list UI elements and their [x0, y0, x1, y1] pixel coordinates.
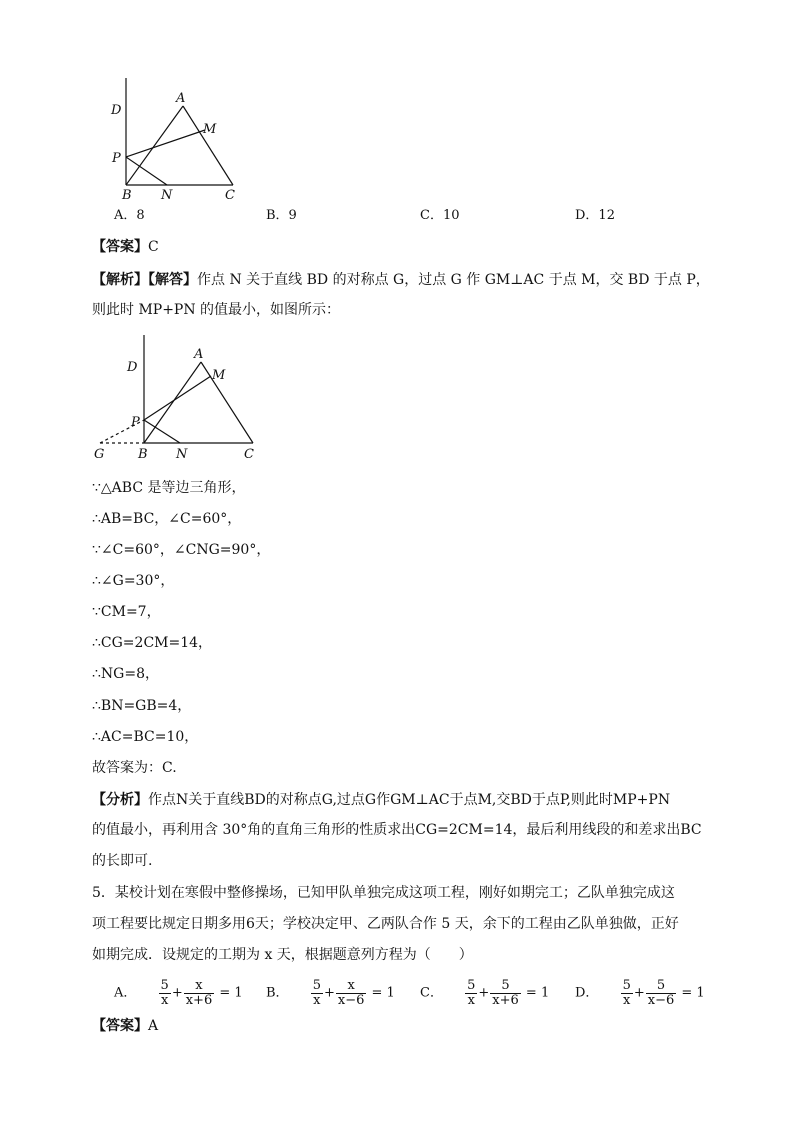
- q5-line-3: 如期完成．设规定的工期为 x 天，根据题意列方程为（ ）: [92, 947, 473, 963]
- step-8: ∴BN=GB=4，: [92, 698, 192, 714]
- step-9: ∴AC=BC=10，: [92, 729, 199, 745]
- solution-tag: 【解答】: [148, 272, 197, 288]
- q4-option-d: D．12: [575, 208, 615, 223]
- figure-2-triangle: [88, 330, 263, 462]
- fenxi-tag: 【分析】: [92, 792, 148, 808]
- q5-option-d: D． $\frac{5}{x}$ + $\frac{5}{x-6}$ = 1: [575, 978, 705, 1008]
- q5-option-b: B． $\frac{5}{x}$ + $\frac{x}{x-6}$ = 1: [266, 978, 395, 1008]
- analysis-line-1: [92, 270, 710, 290]
- answer-value: A: [148, 1018, 159, 1034]
- fenxi-line-2: 的值最小，再利用含 30°角的直角三角形的性质求出CG=2CM=14，最后利用线段的和差求出BC: [92, 822, 702, 838]
- analysis-line-2: 则此时 MP+PN 的值最小，如图所示：: [92, 302, 341, 318]
- answer-4: [92, 237, 159, 257]
- figure-1-triangle: [105, 75, 250, 203]
- label-D: D: [127, 360, 138, 375]
- q4-option-b: B．9: [266, 208, 297, 223]
- label-C: C: [244, 447, 254, 462]
- fenxi-text-1: 作点N关于直线BD的对称点G,过点G作GM⊥AC于点M,交BD于点P,则此时MP+PN: [148, 792, 671, 808]
- step-5: ∵CM=7，: [92, 604, 161, 620]
- label-N: N: [176, 447, 188, 462]
- q5-option-c: C． $\frac{5}{x}$ + $\frac{5}{x+6}$ = 1: [420, 978, 550, 1008]
- answer-tag: 【答案】: [92, 239, 148, 255]
- step-1: ∵△ABC 是等边三角形，: [92, 480, 246, 496]
- step-3: ∵∠C=60°，∠CNG=90°，: [92, 542, 271, 558]
- step-4: ∴∠G=30°，: [92, 573, 175, 589]
- answer-value: C: [148, 239, 159, 255]
- label-A: A: [176, 91, 186, 106]
- label-B: B: [122, 188, 132, 203]
- analysis-tag: 【解析】: [92, 272, 148, 288]
- label-P: P: [112, 151, 121, 166]
- label-M: M: [203, 122, 217, 137]
- fenxi-line-1: [92, 790, 670, 810]
- step-6: ∴CG=2CM=14，: [92, 635, 213, 651]
- answer-tag: 【答案】: [92, 1018, 148, 1034]
- label-B: B: [138, 447, 148, 462]
- q4-option-a: A．8: [114, 208, 145, 223]
- q5-option-a: A． $\frac{5}{x}$ + $\frac{x}{x+6}$ = 1: [114, 978, 243, 1008]
- fenxi-line-3: 的长即可.: [92, 853, 153, 869]
- step-2: ∴AB=BC，∠C=60°，: [92, 511, 242, 527]
- q5-line-2: 项工程要比规定日期多用6天；学校决定甲、乙两队合作 5 天，余下的工程由乙队单独做，正好: [92, 916, 679, 932]
- label-M: M: [212, 368, 226, 383]
- step-7: ∴NG=8，: [92, 666, 159, 682]
- label-N: N: [161, 188, 173, 203]
- label-A: A: [194, 347, 204, 362]
- step-10: 故答案为：C.: [92, 760, 177, 776]
- analysis-text-1: 作点 N 关于直线 BD 的对称点 G，过点 G 作 GM⊥AC 于点 M，交 BD 于点 P，: [197, 272, 710, 288]
- label-G: G: [94, 447, 105, 462]
- q4-option-c: C．10: [420, 208, 460, 223]
- q5-line-1: 5．某校计划在寒假中整修操场，已知甲队单独完成这项工程，刚好如期完工；乙队单独完成这: [92, 885, 675, 901]
- label-C: C: [225, 188, 235, 203]
- answer-5: [92, 1016, 158, 1036]
- label-P: P: [131, 415, 140, 430]
- label-D: D: [111, 103, 122, 118]
